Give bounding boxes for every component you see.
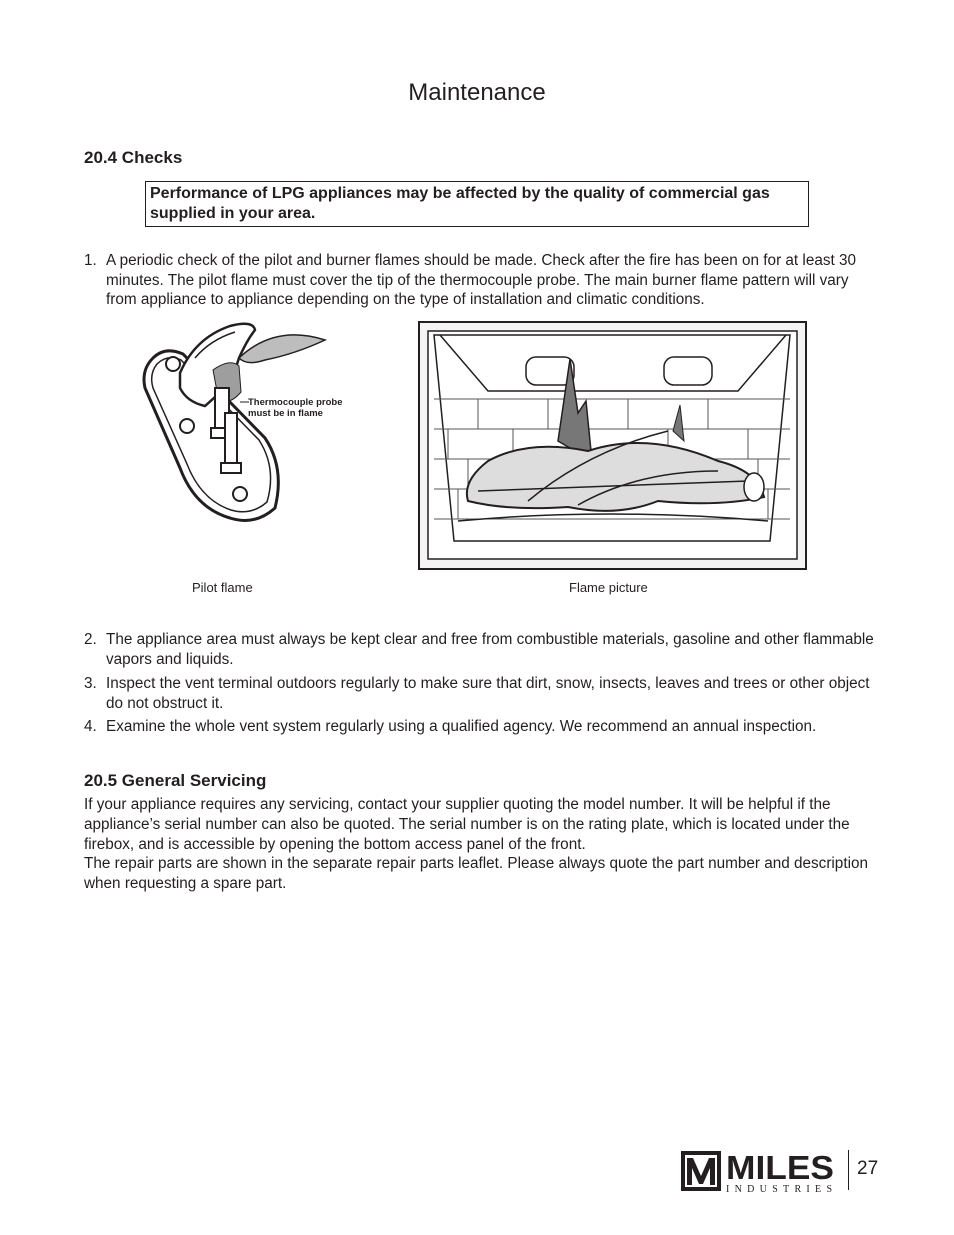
list-item-text: Examine the whole vent system regularly using a qualified agency. We recommend an annual inspection.	[106, 718, 817, 735]
section-heading-checks: 20.4 Checks	[84, 148, 183, 167]
list-item	[84, 674, 884, 714]
page-title: Maintenance	[408, 79, 546, 106]
miles-industries-logo	[680, 1150, 836, 1194]
section-heading-servicing: 20.5 General Servicing	[84, 771, 267, 790]
list-item-text: A periodic check of the pilot and burner flames should be made. Check after the fire has been on for at least 30 minutes. The pilot flame must cover the tip of the thermocouple probe. The main burner flame pattern will vary from appliance to appliance depending on the type of installation and climatic conditions.	[106, 252, 856, 308]
flame-picture	[418, 321, 808, 571]
probe-label-line2: must be in flame	[248, 408, 323, 419]
probe-label-line1: Thermocouple probe	[248, 397, 343, 408]
logo-word: MILES	[726, 1150, 834, 1186]
lpg-notice-box: Performance of LPG appliances may be affected by the quality of commercial gas supplied in your area.	[145, 181, 809, 227]
list-item-text: The appliance area must always be kept clear and free from combustible materials, gasoline and other flammable vapors and liquids.	[106, 631, 874, 668]
list-item-number: 3.	[84, 675, 97, 692]
pilot-flame-illustration	[135, 318, 360, 528]
pilot-flame-caption: Pilot flame	[192, 580, 253, 595]
list-item	[84, 251, 884, 311]
footer-separator	[848, 1150, 849, 1190]
servicing-body	[84, 795, 874, 894]
list-item-number: 4.	[84, 718, 97, 735]
list-item-text: Inspect the vent terminal outdoors regularly to make sure that dirt, snow, insects, leaves and trees or other object do not obstruct it.	[106, 675, 870, 712]
page-number: 27	[857, 1158, 879, 1179]
list-item-number: 1.	[84, 252, 97, 269]
servicing-paragraph: The repair parts are shown in the separate repair parts leaflet. Please always quote the part number and description when requesting a spare part.	[84, 855, 868, 893]
list-item	[84, 717, 884, 737]
list-item	[84, 630, 884, 670]
servicing-paragraph: If your appliance requires any servicing, contact your supplier quoting the model number. It will be helpful if the appliance’s serial number can also be quoted. The serial number is on the rating plate, which is located under the firebox, and is accessible by opening the bottom access panel of the front.	[84, 796, 850, 853]
list-item-number: 2.	[84, 631, 97, 648]
flame-picture-caption: Flame picture	[569, 580, 648, 595]
logo-subtitle: INDUSTRIES	[726, 1184, 832, 1194]
